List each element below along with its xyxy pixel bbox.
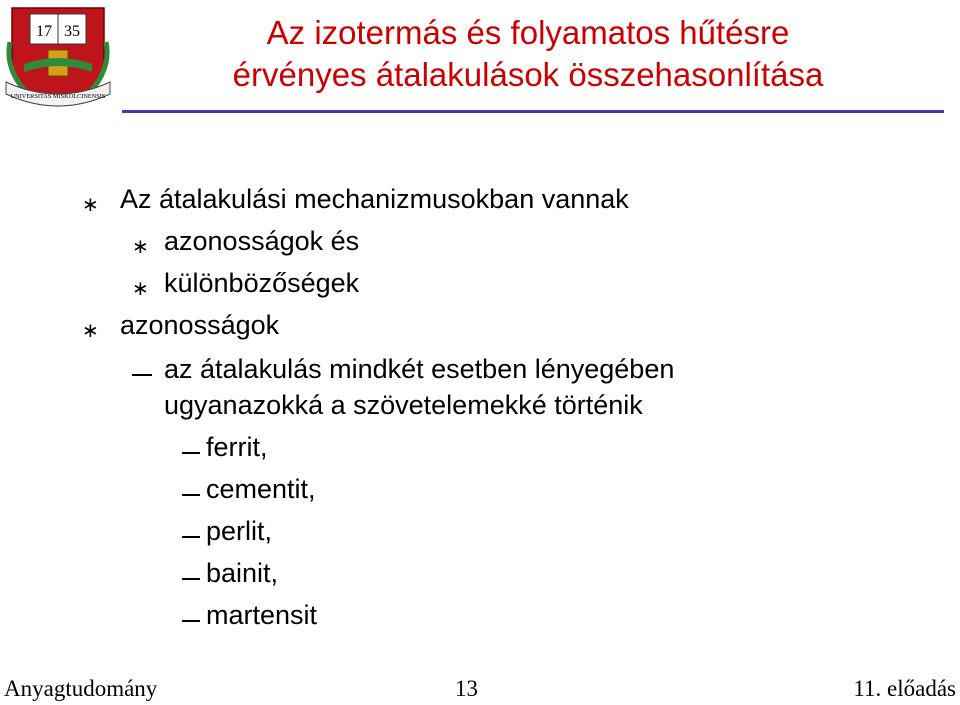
crest-number-right: 35 <box>64 23 80 40</box>
list-item-cementit: cementit, <box>206 474 316 504</box>
dash-bullet-icon <box>182 578 200 580</box>
crest-number-left: 17 <box>36 23 52 40</box>
asterisk-bullet-icon: ∗ <box>132 234 149 258</box>
footer-lecture-number: 11. előadás <box>853 676 956 701</box>
list-item-ferrit: ferrit, <box>206 432 268 462</box>
footer-course-name: Anyagtudomány <box>4 676 158 701</box>
dash-bullet-icon <box>182 620 200 622</box>
slide-title <box>128 12 928 96</box>
slide-title-line-2: érvényes átalakulások összehasonlítása <box>232 56 824 93</box>
list-item-bainit: bainit, <box>206 558 279 588</box>
crest-ribbon-text: UNIVERSITAS MISKOLCINENSIS <box>10 93 106 100</box>
list-item-martensit: martensit <box>206 600 318 630</box>
footer-page-number: 13 <box>455 676 478 701</box>
bullet-transformation-line-1: az átalakulás mindkét esetben lényegében <box>164 354 675 384</box>
dash-bullet-icon <box>182 494 200 496</box>
bullet-differences: különbözőségek <box>164 268 360 298</box>
list-item-perlit: perlit, <box>206 516 273 546</box>
bullet-similarities-and: azonosságok és <box>164 226 360 256</box>
title-divider <box>122 110 944 113</box>
dash-bullet-icon <box>182 452 200 454</box>
asterisk-bullet-icon: ∗ <box>82 318 99 342</box>
bullet-mechanisms: Az átalakulási mechanizmusokban vannak <box>120 184 629 214</box>
dash-bullet-icon <box>182 536 200 538</box>
dash-bullet-icon <box>132 374 152 376</box>
asterisk-bullet-icon: ∗ <box>82 192 99 216</box>
slide-title-line-1: Az izotermás és folyamatos hűtésre <box>266 14 790 51</box>
university-crest-logo <box>2 2 114 112</box>
bullet-transformation-line-2: ugyanazokká a szövetelemekké történik <box>164 390 643 420</box>
asterisk-bullet-icon: ∗ <box>132 276 149 300</box>
bullet-similarities: azonosságok <box>120 310 280 340</box>
